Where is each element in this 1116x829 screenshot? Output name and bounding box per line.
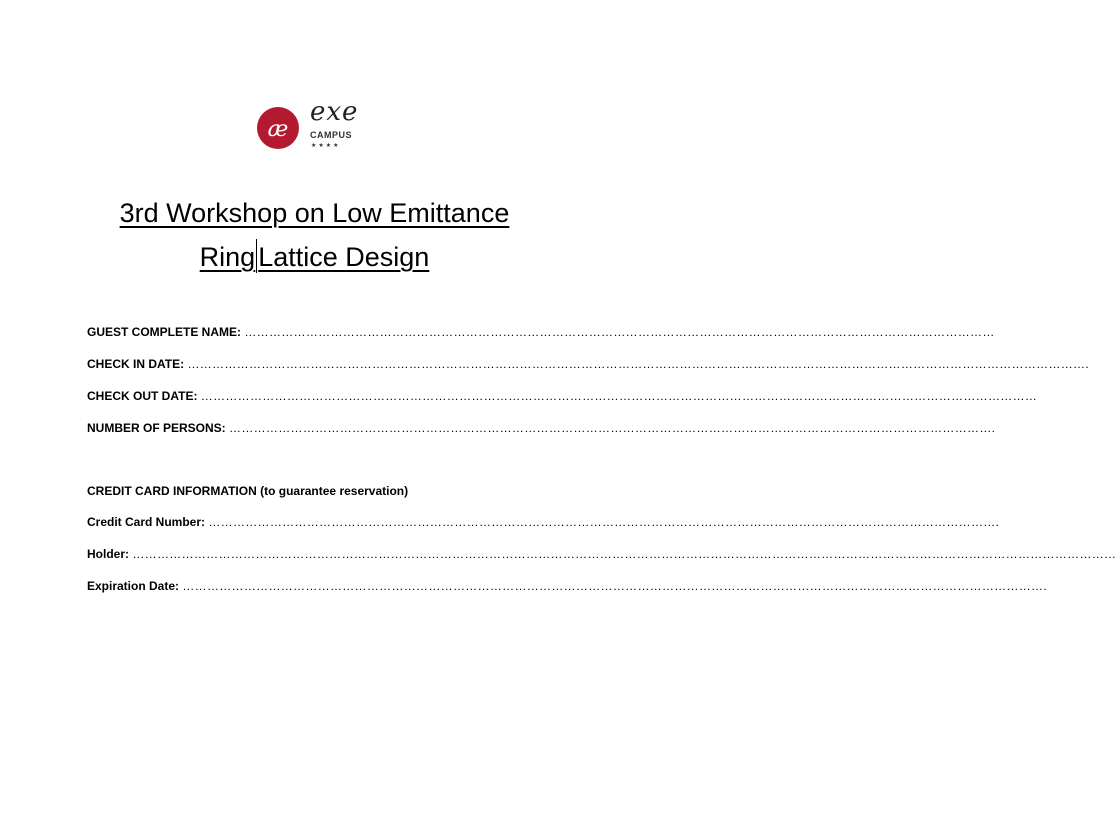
expiration-blank[interactable]: ………………………………………………………………………………………………………………………………………………………………………………………….: [182, 579, 1047, 593]
guest-name-label: GUEST COMPLETE NAME:: [87, 325, 242, 339]
document-title-line1: [0, 197, 629, 229]
title-line2-ring: Ring: [199, 242, 256, 272]
holder-field[interactable]: [87, 547, 1116, 561]
logo-emblem-icon: [257, 107, 299, 149]
logo-stars: ★★★★: [311, 143, 341, 149]
title-line1-text: 3rd Workshop on Low Emittance: [119, 198, 510, 228]
check-out-field[interactable]: [87, 389, 1037, 403]
card-number-field[interactable]: [87, 515, 999, 529]
card-number-blank[interactable]: ………………………………………………………………………………………………………………………………………………………………………….: [208, 515, 1000, 529]
logo-subtitle: CAMPUS: [310, 130, 353, 140]
holder-label: Holder:: [87, 547, 129, 561]
expiration-field[interactable]: [87, 579, 1047, 593]
credit-card-heading: CREDIT CARD INFORMATION (to guarantee reservation): [87, 484, 409, 498]
guest-name-blank[interactable]: …………………………………………………………………………………………………………………………………………………………………: [244, 325, 995, 339]
guest-name-field[interactable]: [87, 325, 995, 339]
persons-label: NUMBER OF PERSONS:: [87, 421, 226, 435]
holder-blank[interactable]: ……………………………………………………………………………………………………………………………………………………………………………………………………………………: [132, 547, 1116, 561]
document-title-line2: [0, 239, 629, 273]
persons-blank[interactable]: …………………………………………………………………………………………………………………………………………………………………….: [229, 421, 996, 435]
persons-field[interactable]: [87, 421, 995, 435]
check-out-label: CHECK OUT DATE:: [87, 389, 198, 403]
check-in-label: CHECK IN DATE:: [87, 357, 185, 371]
check-out-blank[interactable]: ……………………………………………………………………………………………………………………………………………………………………………………: [200, 389, 1038, 403]
logo-wordmark: exe: [310, 97, 359, 127]
card-number-label: Credit Card Number:: [87, 515, 206, 529]
exe-campus-logo: [257, 97, 367, 153]
expiration-label: Expiration Date:: [87, 579, 180, 593]
check-in-blank[interactable]: ………………………………………………………………………………………………………………………………………………………………………………………………….: [187, 357, 1089, 371]
svg-text:æ: æ: [267, 117, 289, 142]
check-in-field[interactable]: [87, 357, 1089, 371]
title-line2-rest: Lattice Design: [258, 242, 430, 272]
